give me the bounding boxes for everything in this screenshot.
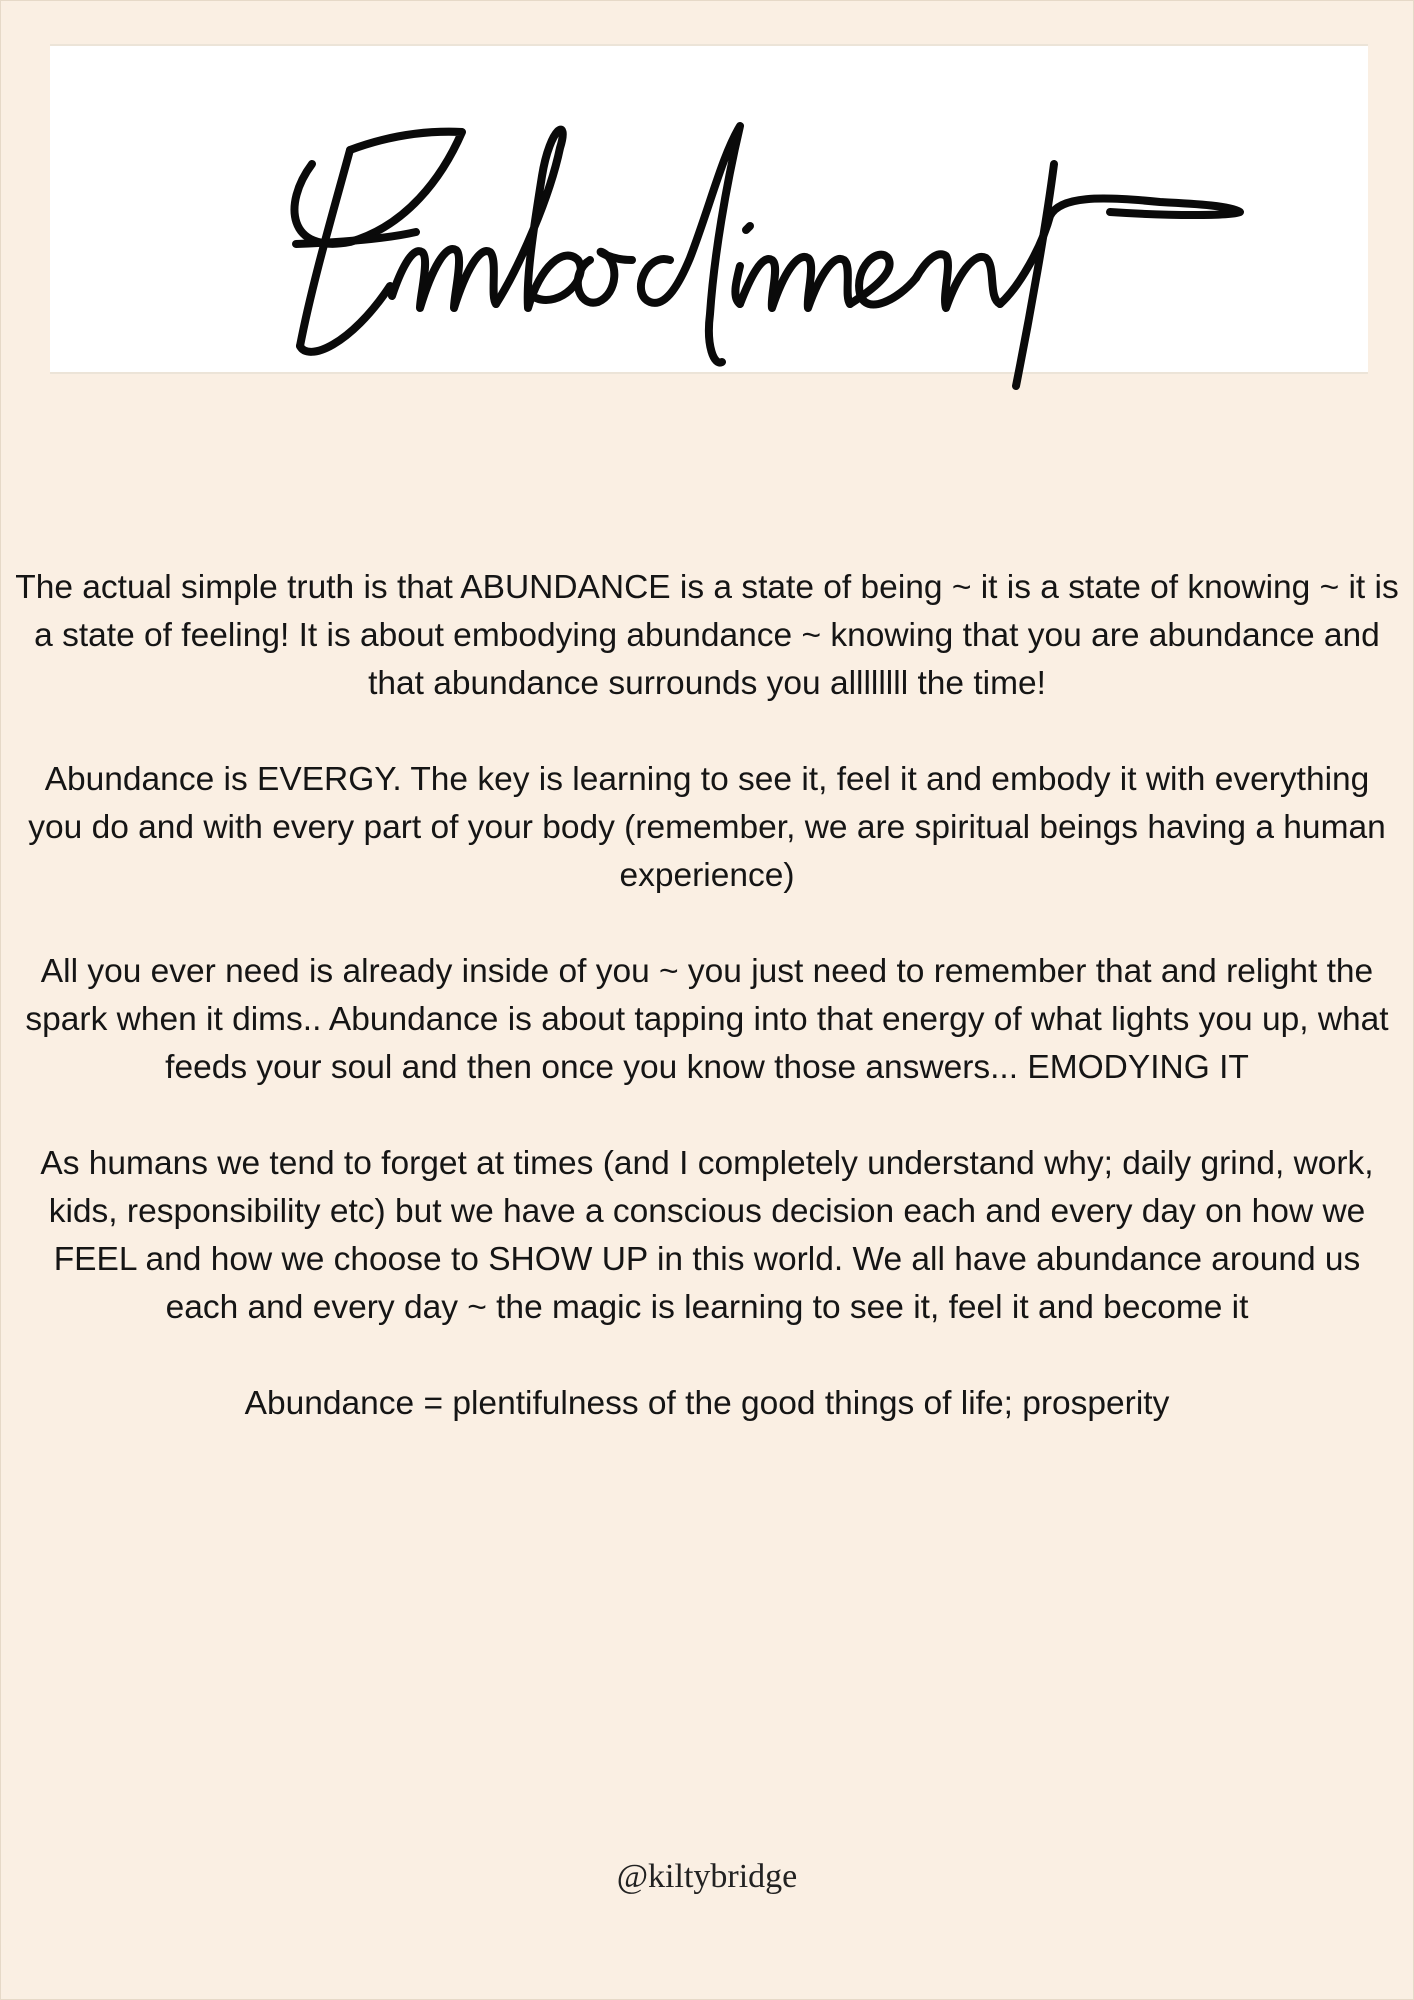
title-stroke-d — [641, 126, 740, 363]
title-card — [50, 44, 1368, 374]
footer-handle: @kiltybridge — [616, 1858, 798, 1895]
body-text — [14, 564, 1400, 1476]
title-stroke-e-spine — [300, 150, 350, 346]
title-stroke-n — [916, 254, 1000, 308]
title-stroke-b — [496, 130, 581, 308]
title-stroke-i-dot — [746, 226, 750, 230]
title-stroke-o — [578, 252, 632, 303]
title-stroke-m2 — [740, 257, 850, 308]
title-stroke-m — [392, 249, 496, 308]
paragraph-abundance-energy: Abundance is EVERGY. The key is learning to see it, feel it and embody it with everything you do and with every part of your body (remember, we are spiritual beings having a human experience) — [28, 761, 1386, 894]
title-stroke-e-top — [294, 132, 462, 244]
paragraph-abundance-definition: Abundance = plentifulness of the good things of life; prosperity — [244, 1385, 1170, 1422]
paragraph-abundance-state: The actual simple truth is that ABUNDANCE is a state of being ~ it is a state of knowing ~ it is a state of feeling! It is about embodying abundance ~ knowing that you are abundance and that abundance surrounds you allllllll the time! — [15, 569, 1399, 702]
title-script-lettering — [50, 46, 1368, 406]
paragraph-inside-of-you: All you ever need is already inside of you ~ you just need to remember that and relight the spark when it dims.. Abundance is about tapping into that energy of what lights you up, what feeds your soul and then once you know those answers... EMODYING IT — [25, 953, 1389, 1086]
paragraph-humans-forget: As humans we tend to forget at times (and I completely understand why; daily grind, work, kids, responsibility etc) but we have a conscious decision each and every day on how we FEEL and how we choose to SHOW UP in this world. We all have abundance around us each and every day ~ the magic is learning to see it, feel it and become it — [40, 1145, 1374, 1326]
title-stroke-e2 — [850, 255, 916, 305]
